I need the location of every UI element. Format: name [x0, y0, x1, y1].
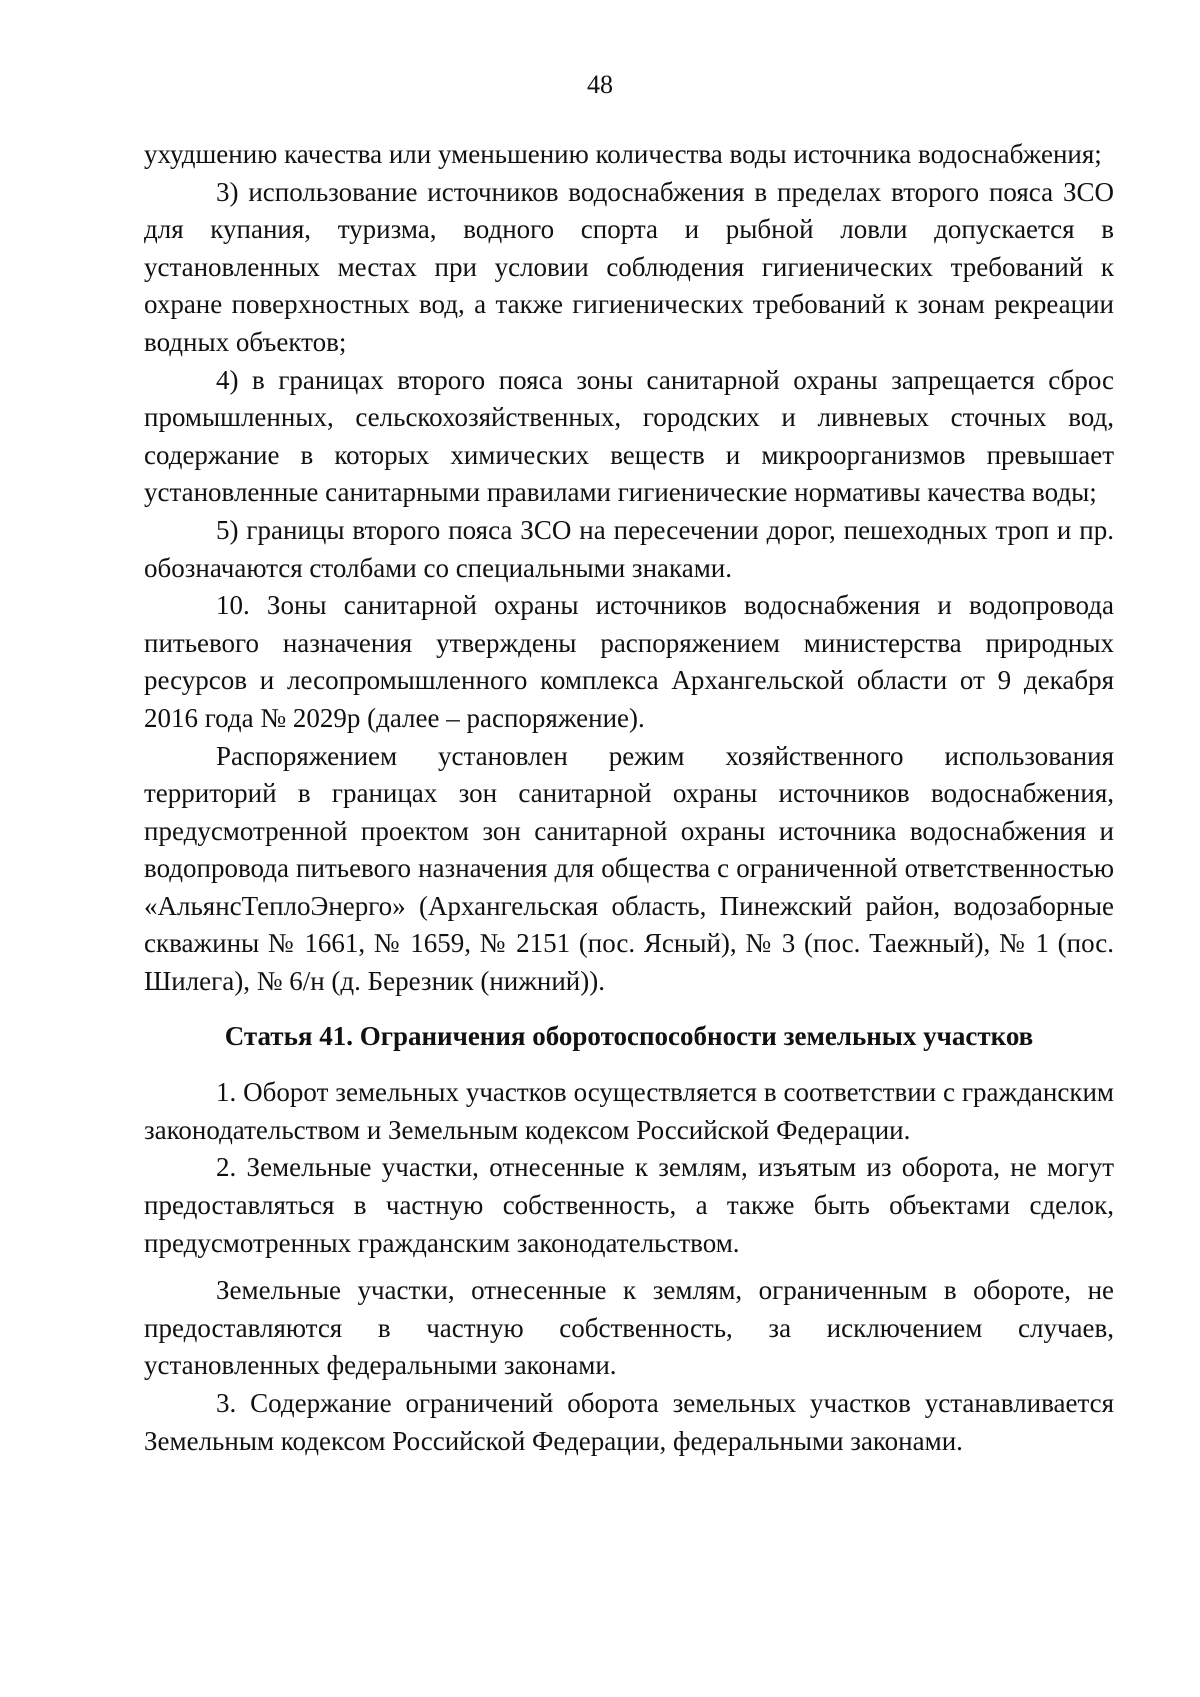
article-41-point-1: 1. Оборот земельных участков осуществляется в соответствии с гражданским законодательством и Земельным кодексом Российской Федерации.	[144, 1077, 1114, 1145]
document-body	[144, 136, 1114, 1460]
article-41-point-3: 3. Содержание ограничений оборота земельных участков устанавливается Земельным кодексом Российской Федерации, федеральными законами.	[144, 1388, 1114, 1456]
article-41-point-2-continuation: Земельные участки, отнесенные к землям, ограниченным в обороте, не предоставляются в частную собственность, за исключением случаев, установленных федеральными законами.	[144, 1275, 1114, 1381]
paragraph-item-4: 4) в границах второго пояса зоны санитарной охраны запрещается сброс промышленных, сельскохозяйственных, городских и ливневых сточных вод, содержание в которых химических веществ и микроорганизмов превышает установленные санитарными правилами гигиенические нормативы качества воды;	[144, 364, 1114, 508]
paragraph-order-regime: Распоряжением установлен режим хозяйственного использования территорий в границах зон санитарной охраны источников водоснабжения, предусмотренной проектом зон санитарной охраны источника водоснабжения и водопровода питьевого назначения для общества с ограниченной ответственностью «АльянсТеплоЭнерго» (Архангельская область, Пинежский район, водозаборные скважины № 1661, № 1659, № 2151 (пос. Ясный), № 3 (пос. Таежный), № 1 (пос. Шилега), № 6/н (д. Березник (нижний)).	[144, 740, 1114, 997]
paragraph-item-3: 3) использование источников водоснабжения в пределах второго пояса ЗСО для купания, туризма, водного спорта и рыбной ловли допускается в установленных местах при условии соблюдения гигиенических требований к охране поверхностных вод, а также гигиенических требований к зонам рекреации водных объектов;	[144, 176, 1114, 357]
paragraph-continuation: ухудшению качества или уменьшению количества воды источника водоснабжения;	[144, 139, 1102, 169]
paragraph-section-10: 10. Зоны санитарной охраны источников водоснабжения и водопровода питьевого назначения утверждены распоряжением министерства природных ресурсов и лесопромышленного комплекса Архангельской области от 9 декабря 2016 года № 2029р (далее – распоряжение).	[144, 590, 1114, 733]
article-41-point-2: 2. Земельные участки, отнесенные к землям, изъятым из оборота, не могут предоставляться в частную собственность, а также быть объектами сделок, предусмотренных гражданским законодательством.	[144, 1152, 1114, 1258]
article-41-heading: Статья 41. Ограничения оборотоспособности земельных участков	[224, 1020, 1034, 1051]
page-number: 48	[587, 70, 613, 99]
paragraph-item-5: 5) границы второго пояса ЗСО на пересечении дорог, пешеходных троп и пр. обозначаются столбами со специальными знаками.	[144, 514, 1114, 583]
